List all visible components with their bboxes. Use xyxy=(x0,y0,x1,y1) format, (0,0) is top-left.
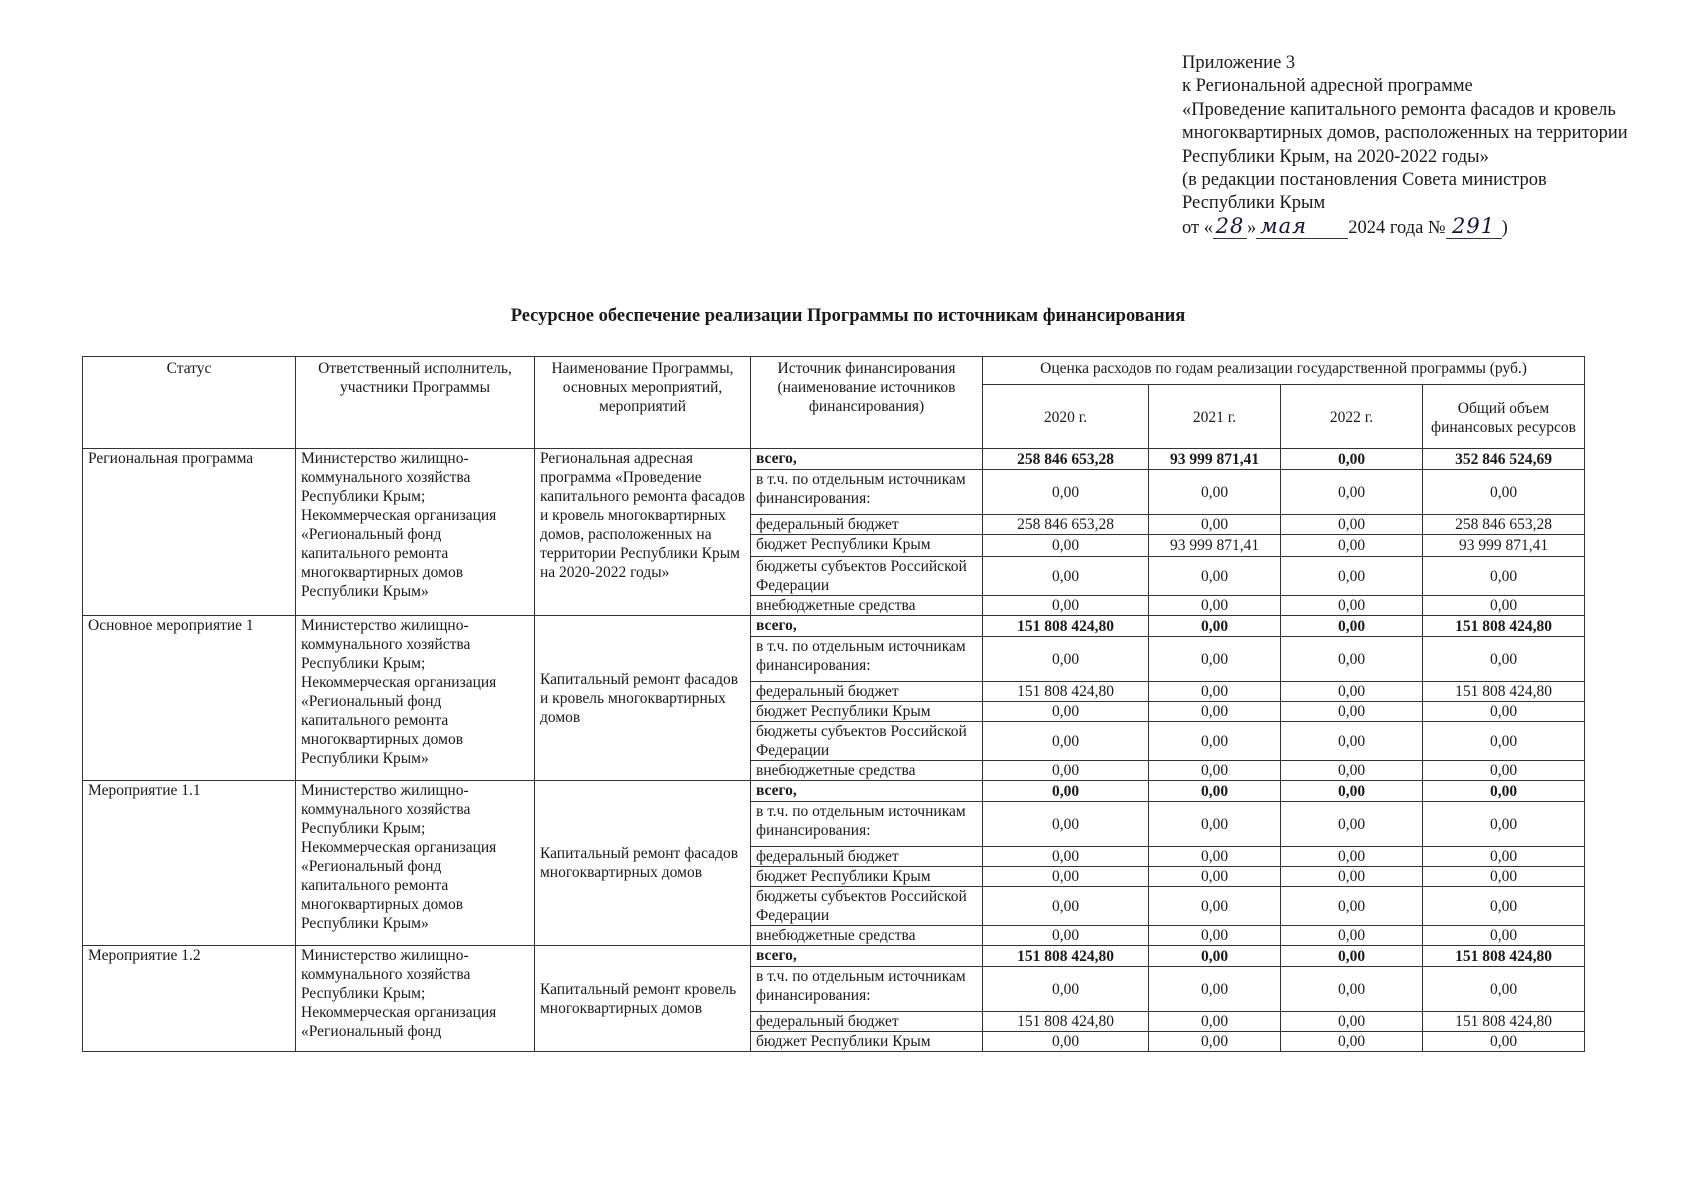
funding-source: всего, xyxy=(751,616,983,637)
value-2022: 0,00 xyxy=(1281,515,1423,535)
funding-source: бюджет Республики Крым xyxy=(751,702,983,722)
value-2020: 258 846 653,28 xyxy=(983,449,1149,470)
value-2020: 151 808 424,80 xyxy=(983,682,1149,702)
value-2022: 0,00 xyxy=(1281,682,1423,702)
value-2020: 0,00 xyxy=(983,887,1149,926)
value-total: 0,00 xyxy=(1423,867,1585,887)
value-2021: 0,00 xyxy=(1149,1032,1281,1052)
value-2022: 0,00 xyxy=(1281,702,1423,722)
appendix-line-1: Приложение 3 xyxy=(1182,53,1296,73)
header-executor: Ответственный исполнитель, участники Программы xyxy=(296,357,535,449)
funding-source: федеральный бюджет xyxy=(751,847,983,867)
value-2022: 0,00 xyxy=(1281,967,1423,1012)
funding-source: в т.ч. по отдельным источникам финансирования: xyxy=(751,470,983,515)
value-2021: 0,00 xyxy=(1149,761,1281,781)
header-2021: 2021 г. xyxy=(1149,385,1281,449)
value-2020: 0,00 xyxy=(983,596,1149,616)
value-total: 0,00 xyxy=(1423,722,1585,761)
value-2021: 0,00 xyxy=(1149,867,1281,887)
funding-source: бюджет Республики Крым xyxy=(751,1032,983,1052)
value-2022: 0,00 xyxy=(1281,887,1423,926)
table-row xyxy=(83,946,1585,967)
value-2022: 0,00 xyxy=(1281,722,1423,761)
value-2021: 0,00 xyxy=(1149,557,1281,596)
value-2020: 0,00 xyxy=(983,637,1149,682)
group-name: Капитальный ремонт кровель многоквартирных домов xyxy=(535,946,751,1052)
date-prefix: от « xyxy=(1182,217,1213,238)
value-2022: 0,00 xyxy=(1281,535,1423,557)
value-total: 151 808 424,80 xyxy=(1423,946,1585,967)
value-2022: 0,00 xyxy=(1281,926,1423,946)
value-2020: 0,00 xyxy=(983,722,1149,761)
value-total: 0,00 xyxy=(1423,761,1585,781)
value-2022: 0,00 xyxy=(1281,449,1423,470)
value-total: 0,00 xyxy=(1423,596,1585,616)
value-2021: 0,00 xyxy=(1149,887,1281,926)
value-total: 0,00 xyxy=(1423,781,1585,802)
value-total: 151 808 424,80 xyxy=(1423,1012,1585,1032)
funding-source: бюджеты субъектов Российской Федерации xyxy=(751,887,983,926)
group-status: Мероприятие 1.1 xyxy=(83,781,296,946)
value-total: 0,00 xyxy=(1423,702,1585,722)
value-2020: 0,00 xyxy=(983,781,1149,802)
value-total: 151 808 424,80 xyxy=(1423,682,1585,702)
value-2021: 0,00 xyxy=(1149,781,1281,802)
funding-source: федеральный бюджет xyxy=(751,515,983,535)
handwritten-day: 28 xyxy=(1215,213,1245,238)
value-2022: 0,00 xyxy=(1281,616,1423,637)
value-2020: 0,00 xyxy=(983,847,1149,867)
funding-source: федеральный бюджет xyxy=(751,682,983,702)
value-total: 0,00 xyxy=(1423,887,1585,926)
appendix-line-6: (в редакции постановления Совета министров xyxy=(1182,170,1547,191)
value-2020: 151 808 424,80 xyxy=(983,616,1149,637)
group-status: Мероприятие 1.2 xyxy=(83,946,296,1052)
value-2021: 0,00 xyxy=(1149,682,1281,702)
header-2020: 2020 г. xyxy=(983,385,1149,449)
appendix-block xyxy=(1182,52,1682,240)
table-row xyxy=(83,781,1585,802)
value-2022: 0,00 xyxy=(1281,637,1423,682)
value-2020: 0,00 xyxy=(983,867,1149,887)
group-name: Капитальный ремонт фасадов многоквартирных домов xyxy=(535,781,751,946)
group-name: Капитальный ремонт фасадов и кровель многоквартирных домов xyxy=(535,616,751,781)
value-2020: 0,00 xyxy=(983,802,1149,847)
value-2020: 151 808 424,80 xyxy=(983,1012,1149,1032)
header-estimate: Оценка расходов по годам реализации государственной программы (руб.) xyxy=(983,357,1585,385)
value-2022: 0,00 xyxy=(1281,1032,1423,1052)
appendix-line-4: многоквартирных домов, расположенных на территории xyxy=(1182,123,1628,144)
funding-source: всего, xyxy=(751,781,983,802)
value-2022: 0,00 xyxy=(1281,557,1423,596)
value-2022: 0,00 xyxy=(1281,847,1423,867)
resource-table xyxy=(82,356,1585,1052)
handwritten-number: 291 xyxy=(1452,213,1496,238)
value-2021: 0,00 xyxy=(1149,722,1281,761)
value-2021: 93 999 871,41 xyxy=(1149,449,1281,470)
date-mid: » xyxy=(1246,217,1257,238)
table-row xyxy=(83,616,1585,637)
funding-source: бюджеты субъектов Российской Федерации xyxy=(751,557,983,596)
document-title: Ресурсное обеспечение реализации Программы по источникам финансирования xyxy=(510,306,1186,326)
group-executor: Министерство жилищно-коммунального хозяйства Республики Крым; Некоммерческая организация «Региональный фонд капитального ремонта многоквартирных домов Республики Крым» xyxy=(296,781,535,946)
appendix-line-5: Республики Крым, на 2020-2022 годы» xyxy=(1182,146,1489,167)
funding-source: бюджет Республики Крым xyxy=(751,867,983,887)
value-total: 0,00 xyxy=(1423,967,1585,1012)
value-total: 258 846 653,28 xyxy=(1423,515,1585,535)
value-2021: 0,00 xyxy=(1149,926,1281,946)
group-executor: Министерство жилищно-коммунального хозяйства Республики Крым; Некоммерческая организация «Региональный фонд xyxy=(296,946,535,1052)
value-2022: 0,00 xyxy=(1281,781,1423,802)
date-close: ) xyxy=(1501,217,1508,238)
value-total: 0,00 xyxy=(1423,802,1585,847)
funding-source: бюджет Республики Крым xyxy=(751,535,983,557)
value-2020: 258 846 653,28 xyxy=(983,515,1149,535)
value-2020: 0,00 xyxy=(983,1032,1149,1052)
header-status: Статус xyxy=(83,357,296,449)
appendix-line-3: «Проведение капитального ремонта фасадов и кровель xyxy=(1182,99,1616,120)
funding-source: внебюджетные средства xyxy=(751,926,983,946)
funding-source: в т.ч. по отдельным источникам финансирования: xyxy=(751,802,983,847)
funding-source: всего, xyxy=(751,946,983,967)
table-body xyxy=(83,449,1585,1052)
value-2022: 0,00 xyxy=(1281,867,1423,887)
funding-source: бюджеты субъектов Российской Федерации xyxy=(751,722,983,761)
funding-source: в т.ч. по отдельным источникам финансирования: xyxy=(751,967,983,1012)
value-total: 352 846 524,69 xyxy=(1423,449,1585,470)
value-2021: 93 999 871,41 xyxy=(1149,535,1281,557)
value-2021: 0,00 xyxy=(1149,616,1281,637)
value-2020: 0,00 xyxy=(983,926,1149,946)
value-2021: 0,00 xyxy=(1149,702,1281,722)
funding-source: в т.ч. по отдельным источникам финансирования: xyxy=(751,637,983,682)
header-source: Источник финансирования (наименование источников финансирования) xyxy=(751,357,983,449)
funding-source: федеральный бюджет xyxy=(751,1012,983,1032)
value-2021: 0,00 xyxy=(1149,596,1281,616)
group-status: Основное мероприятие 1 xyxy=(83,616,296,781)
header-2022: 2022 г. xyxy=(1281,385,1423,449)
group-executor: Министерство жилищно-коммунального хозяйства Республики Крым; Некоммерческая организация «Региональный фонд капитального ремонта многоквартирных домов Республики Крым» xyxy=(296,449,535,616)
value-total: 93 999 871,41 xyxy=(1423,535,1585,557)
value-2021: 0,00 xyxy=(1149,470,1281,515)
value-total: 151 808 424,80 xyxy=(1423,616,1585,637)
value-2021: 0,00 xyxy=(1149,802,1281,847)
appendix-date-line xyxy=(1182,213,1682,240)
value-2021: 0,00 xyxy=(1149,1012,1281,1032)
value-2021: 0,00 xyxy=(1149,637,1281,682)
value-total: 0,00 xyxy=(1423,1032,1585,1052)
value-2022: 0,00 xyxy=(1281,596,1423,616)
value-total: 0,00 xyxy=(1423,470,1585,515)
value-2022: 0,00 xyxy=(1281,761,1423,781)
value-2021: 0,00 xyxy=(1149,847,1281,867)
table-row xyxy=(83,449,1585,470)
value-2020: 0,00 xyxy=(983,535,1149,557)
group-name: Региональная адресная программа «Проведение капитального ремонта фасадов и кровель многоквартирных домов, расположенных на территории Республики Крым на 2020-2022 годы» xyxy=(535,449,751,616)
value-2020: 0,00 xyxy=(983,470,1149,515)
value-2020: 0,00 xyxy=(983,557,1149,596)
value-2020: 151 808 424,80 xyxy=(983,946,1149,967)
appendix-line-7: Республики Крым xyxy=(1182,193,1326,214)
value-2020: 0,00 xyxy=(983,761,1149,781)
value-total: 0,00 xyxy=(1423,637,1585,682)
value-2021: 0,00 xyxy=(1149,946,1281,967)
value-2022: 0,00 xyxy=(1281,946,1423,967)
value-2022: 0,00 xyxy=(1281,470,1423,515)
header-program-name: Наименование Программы, основных мероприятий, мероприятий xyxy=(535,357,751,449)
value-2022: 0,00 xyxy=(1281,802,1423,847)
funding-source: всего, xyxy=(751,449,983,470)
value-2020: 0,00 xyxy=(983,967,1149,1012)
header-total: Общий объем финансовых ресурсов xyxy=(1423,385,1585,449)
appendix-line-2: к Региональной адресной программе xyxy=(1182,76,1473,97)
funding-source: внебюджетные средства xyxy=(751,596,983,616)
group-status: Региональная программа xyxy=(83,449,296,616)
value-2020: 0,00 xyxy=(983,702,1149,722)
value-2021: 0,00 xyxy=(1149,967,1281,1012)
value-total: 0,00 xyxy=(1423,847,1585,867)
funding-source: внебюджетные средства xyxy=(751,761,983,781)
value-total: 0,00 xyxy=(1423,557,1585,596)
group-executor: Министерство жилищно-коммунального хозяйства Республики Крым; Некоммерческая организация «Региональный фонд капитального ремонта многоквартирных домов Республики Крым» xyxy=(296,616,535,781)
value-2021: 0,00 xyxy=(1149,515,1281,535)
value-2022: 0,00 xyxy=(1281,1012,1423,1032)
value-total: 0,00 xyxy=(1423,926,1585,946)
date-year-text: 2024 года № xyxy=(1348,217,1446,238)
handwritten-month: мая xyxy=(1260,213,1308,238)
